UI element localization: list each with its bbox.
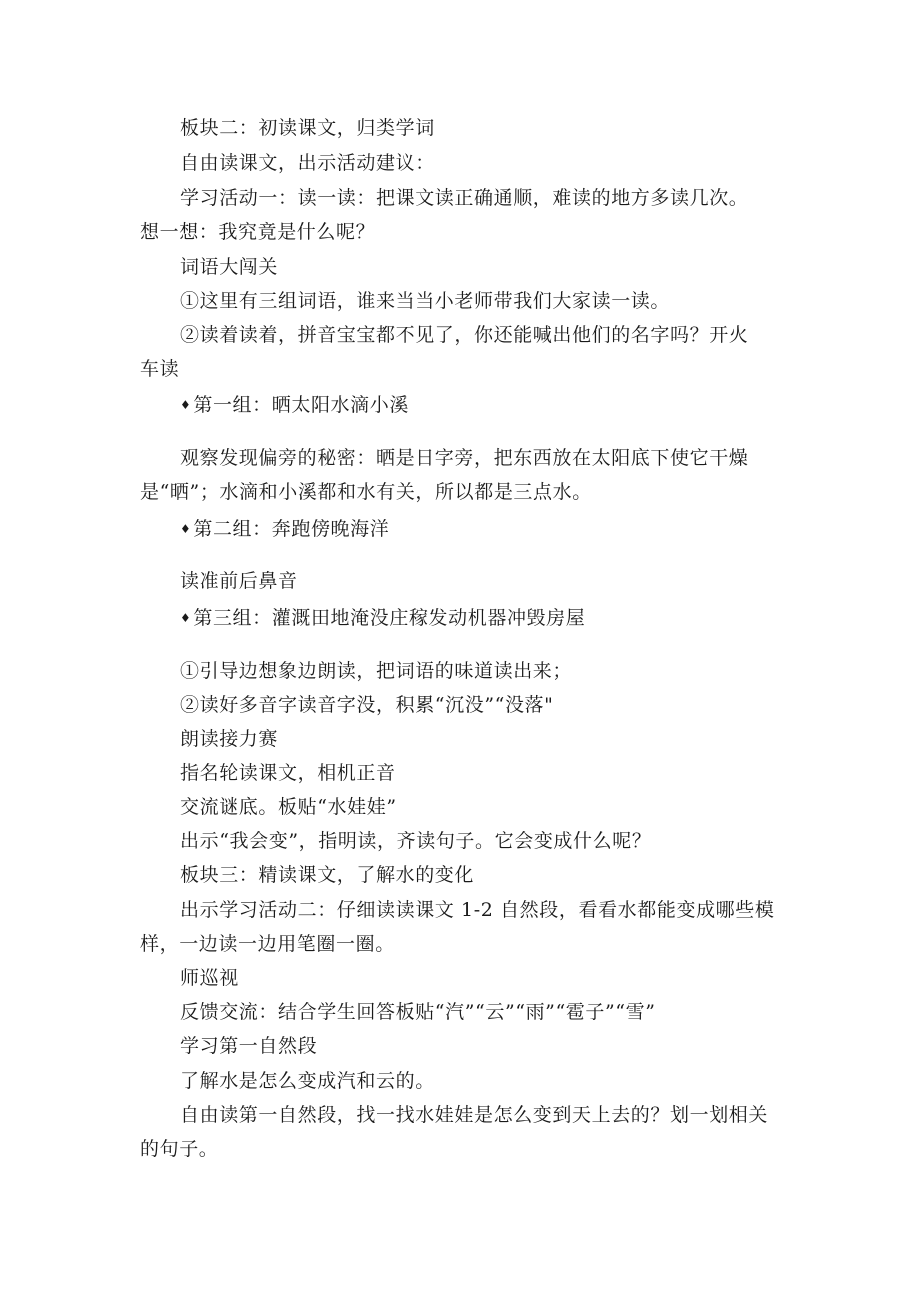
paragraph: ①引导边想象边朗读，把词语的味道读出来； [180, 660, 573, 682]
paragraph: 出示学习活动二：仔细读读课文 1-2 自然段，看看水都能变成哪些模 [180, 899, 775, 921]
paragraph: 指名轮读课文，相机正音 [180, 762, 396, 784]
paragraph: 了解水是怎么变成汽和云的。 [180, 1070, 435, 1092]
word-group-3 [180, 606, 790, 630]
paragraph: 学习第一自然段 [180, 1035, 318, 1057]
paragraph: 自由读课文，出示活动建议： [180, 152, 435, 174]
paragraph-continuation: 想一想：我究竟是什么呢？ [140, 221, 376, 243]
word-group-1 [180, 393, 790, 417]
paragraph: 词语大闯关 [180, 256, 279, 278]
section-heading-2: 板块二：初读课文，归类学词 [180, 117, 435, 139]
word-group-label: 第二组：奔跑傍晚海洋 [193, 518, 390, 540]
paragraph: 反馈交流：结合学生回答板贴“汽”“云”“雨”“雹子”“雪” [180, 1001, 656, 1023]
paragraph: 读准前后鼻音 [180, 570, 298, 592]
bullet-diamond-icon: ♦ [180, 611, 192, 625]
paragraph: 交流谜底。板贴“水娃娃” [180, 796, 397, 818]
word-group-label: 第一组：晒太阳水滴小溪 [193, 394, 409, 416]
paragraph-continuation: 的句子。 [140, 1138, 219, 1160]
paragraph: 自由读第一自然段，找一找水娃娃是怎么变到天上去的？划一划相关 [180, 1104, 769, 1126]
paragraph: 学习活动一：读一读：把课文读正确通顺，难读的地方多读几次。 [180, 187, 749, 209]
paragraph: ②读着读着，拼音宝宝都不见了，你还能喊出他们的名字吗？开火 [180, 324, 749, 346]
paragraph-continuation: 车读 [140, 358, 180, 380]
bullet-diamond-icon: ♦ [180, 522, 192, 536]
paragraph: 师巡视 [180, 967, 239, 989]
paragraph-continuation: 样，一边读一边用笔圈一圈。 [140, 933, 395, 955]
paragraph-continuation: 是“晒”；水滴和小溪都和水有关，所以都是三点水。 [140, 481, 592, 503]
paragraph: 出示“我会变”，指明读，齐读句子。它会变成什么呢？ [180, 830, 652, 852]
paragraph: 朗读接力赛 [180, 728, 279, 750]
section-heading-3: 板块三：精读课文，了解水的变化 [180, 864, 475, 886]
paragraph: ②读好多音字读音字没，积累“沉没”“没落" [180, 694, 554, 716]
paragraph: ①这里有三组词语，谁来当当小老师带我们大家读一读。 [180, 290, 671, 312]
word-group-2 [180, 517, 790, 541]
bullet-diamond-icon: ♦ [180, 398, 192, 412]
paragraph: 观察发现偏旁的秘密：晒是日字旁，把东西放在太阳底下使它干燥 [180, 447, 749, 469]
word-group-label: 第三组：灌溉田地淹没庄稼发动机器冲毁房屋 [193, 607, 586, 629]
